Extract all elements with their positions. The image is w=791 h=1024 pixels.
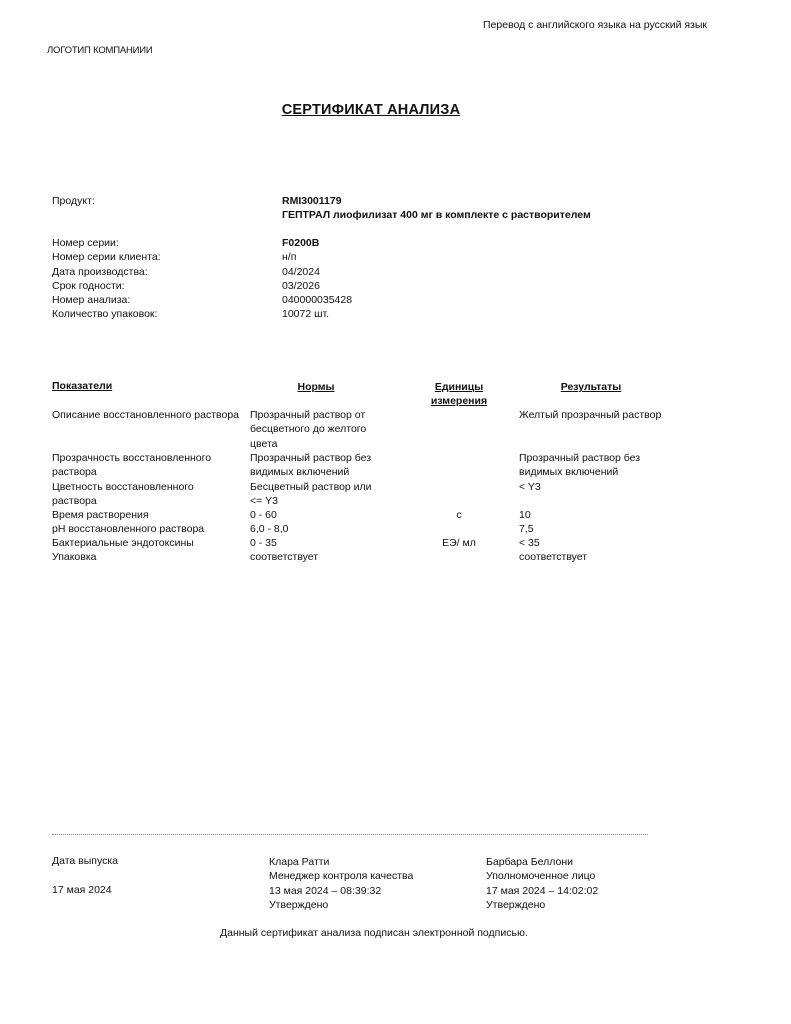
row-parameter: Цветность восстановленного раствора — [52, 481, 194, 508]
row-result: < Y3 — [519, 481, 541, 493]
row-result: 10 — [519, 509, 531, 521]
row-parameter: Прозрачность восстановленного раствора — [52, 452, 212, 479]
analysis-number-value: 040000035428 — [282, 294, 353, 307]
header-units: Единицы измерения — [430, 381, 488, 407]
row-result: 7,5 — [519, 523, 534, 535]
signer2-name: Барбара Беллони — [486, 856, 574, 868]
product-name: ГЕПТРАЛ лиофилизат 400 мг в комплекте с растворителем — [282, 209, 591, 221]
package-count-value: 10072 шт. — [282, 308, 330, 321]
row-parameter: Время растворения — [52, 509, 149, 521]
row-result: Желтый прозрачный раствор — [519, 409, 662, 421]
row-unit: ЕЭ/ мл — [442, 537, 476, 549]
expiry-date-value: 03/2026 — [282, 279, 320, 292]
footer-divider — [52, 834, 648, 835]
signer1-name: Клара Ратти — [269, 856, 330, 868]
row-norm: 6,0 - 8,0 — [250, 523, 289, 535]
row-parameter: Бактериальные эндотоксины — [52, 537, 194, 549]
row-norm: 0 - 35 — [250, 537, 277, 549]
row-parameter: Упаковка — [52, 551, 97, 563]
expiry-date-label: Срок годности: — [52, 279, 125, 292]
translation-note: Перевод с английского языка на русский язык — [483, 19, 708, 31]
row-norm: 0 - 60 — [250, 509, 277, 521]
signer1-block — [269, 855, 413, 912]
details-values — [282, 236, 352, 322]
row-result: < 35 — [519, 537, 540, 549]
details-labels — [52, 236, 161, 322]
client-batch-value: н/п — [282, 251, 297, 264]
document-title: СЕРТИФИКАТ АНАЛИЗА — [281, 102, 461, 118]
analysis-number-label: Номер анализа: — [52, 294, 131, 307]
client-batch-label: Номер серии клиента: — [52, 251, 161, 264]
header-parameters: Показатели — [52, 380, 113, 392]
manufacture-date-value: 04/2024 — [282, 265, 320, 278]
signer2-datetime: 17 мая 2024 – 14:02:02 — [486, 884, 599, 897]
signer2-status: Утверждено — [486, 898, 546, 911]
header-results: Результаты — [560, 381, 622, 393]
row-norm: соответствует — [250, 551, 319, 563]
row-result: соответствует — [519, 551, 588, 563]
signer2-role: Уполномоченное лицо — [486, 870, 596, 883]
header-norms: Нормы — [297, 381, 335, 393]
package-count-label: Количество упаковок: — [52, 308, 158, 321]
signer1-datetime: 13 мая 2024 – 08:39:32 — [269, 884, 382, 897]
e-signature-note: Данный сертификат анализа подписан электронной подписью. — [220, 927, 528, 939]
release-date-label: Дата выпуска — [52, 855, 119, 867]
table-row — [52, 408, 252, 422]
row-unit: с — [456, 509, 462, 521]
product-label: Продукт: — [52, 195, 95, 207]
release-date: 17 мая 2024 — [52, 884, 112, 896]
signer1-role: Менеджер контроля качества — [269, 870, 414, 883]
product-code: RMI3001179 — [282, 195, 342, 207]
batch-number-label: Номер серии: — [52, 237, 119, 249]
row-result: Прозрачный раствор без видимых включений — [519, 452, 641, 479]
row-norm: Прозрачный раствор без видимых включений — [250, 452, 372, 479]
row-norm: Бесцветный раствор или <= Y3 — [250, 481, 372, 508]
row-norm: Прозрачный раствор от бесцветного до желтого цвета — [250, 409, 367, 450]
signer2-block — [486, 855, 598, 912]
signer1-status: Утверждено — [269, 898, 329, 911]
batch-number-value: F0200B — [282, 237, 320, 249]
row-parameter: pH восстановленного раствора — [52, 523, 205, 535]
company-logo-placeholder: ЛОГОТИП КОМПАНИИИ — [47, 45, 153, 56]
manufacture-date-label: Дата производства: — [52, 265, 148, 278]
row-parameter: Описание восстановленного раствора — [52, 409, 240, 421]
